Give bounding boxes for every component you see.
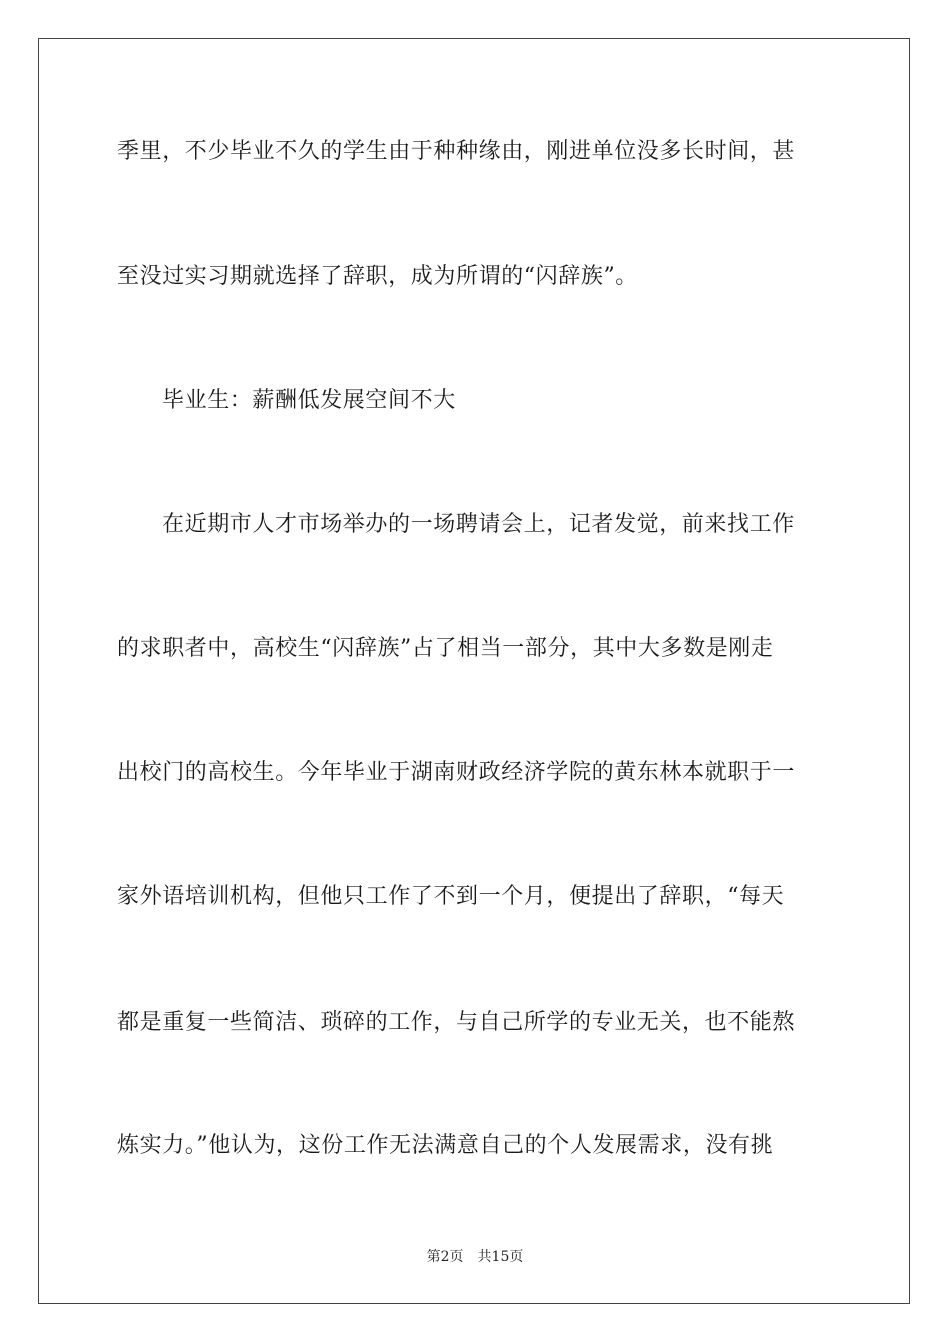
page-total: 共15页 <box>477 1249 524 1265</box>
text-line: 都是重复一些简洁、琐碎的工作，与自己所学的专业无关，也不能熬 <box>117 1010 796 1035</box>
text-line: 出校门的高校生。今年毕业于湖南财政经济学院的黄东林本就职于一 <box>117 760 796 785</box>
page-number: 第2页 <box>426 1249 464 1265</box>
page-footer <box>0 1248 950 1266</box>
text-line: 季里，不少毕业不久的学生由于种种缘由，刚进单位没多长时间，甚 <box>117 139 796 164</box>
page-frame <box>38 38 910 1304</box>
text-line: 炼实力。”他认为，这份工作无法满意自己的个人发展需求，没有挑 <box>117 1133 774 1158</box>
section-heading: 毕业生：薪酬低发展空间不大 <box>162 388 456 413</box>
text-line: 至没过实习期就选择了辞职，成为所谓的“闪辞族”。 <box>117 264 638 289</box>
text-line: 在近期市人才市场举办的一场聘请会上，记者发觉，前来找工作 <box>162 512 795 537</box>
text-line: 的求职者中，高校生“闪辞族”占了相当一部分，其中大多数是刚走 <box>117 636 774 661</box>
text-line: 家外语培训机构，但他只工作了不到一个月，便提出了辞职，“每天 <box>117 884 785 909</box>
